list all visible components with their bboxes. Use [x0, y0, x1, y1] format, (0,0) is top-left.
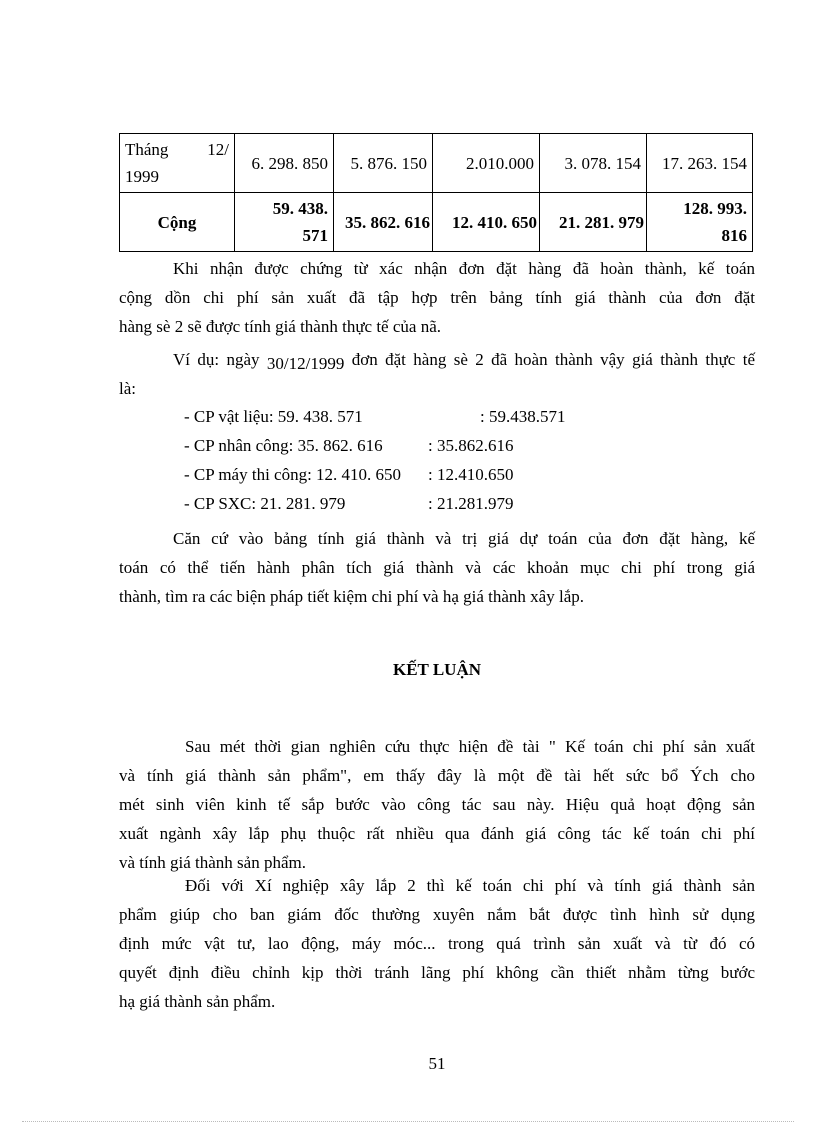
- table-cell: 128. 993. 816: [647, 193, 753, 252]
- table-cell: 6. 298. 850: [235, 134, 334, 193]
- table-cell: 21. 281. 979: [540, 193, 647, 252]
- cost-table: [119, 133, 753, 252]
- paragraph-example: Ví dụ: ngày 30/12/1999 đơn đặt hàng sè 2 đã hoàn thành vậy giá thành thực tế là:: [119, 350, 755, 398]
- cost-item: - CP máy thi công: 12. 410. 650 : 12.410.650: [184, 465, 514, 484]
- table-cell: 3. 078. 154: [540, 134, 647, 193]
- table-cell: 17. 263. 154: [647, 134, 753, 193]
- row-label-month: Tháng 12/ 1999: [120, 134, 235, 193]
- table-cell: 35. 862. 616: [334, 193, 433, 252]
- paragraph-conclusion-2: Đối với Xí nghiệp xây lắp 2 thì kế toán chi phí và tính giá thành sản phẩm giúp cho ban giám đốc thường xuyên nắm bắt được tình hình sử dụng định mức vật tư, lao động, máy móc... trong quá trình sản xuất và từ đó có quyết định điều chỉnh kịp thời tránh lãng phí không cần thiết nhằm từng bước hạ giá thành sản phẩm.: [119, 876, 755, 1011]
- table-cell: 59. 438. 571: [235, 193, 334, 252]
- table-row-total: [120, 193, 753, 252]
- cost-item: - CP SXC: 21. 281. 979 : 21.281.979: [184, 494, 514, 513]
- page-border-dots: [22, 1121, 794, 1122]
- table-cell: 5. 876. 150: [334, 134, 433, 193]
- section-heading: KẾT LUẬN: [392, 660, 481, 679]
- cost-item: - CP vật liệu: 59. 438. 571 : 59.438.571: [184, 407, 566, 426]
- table-cell: 12. 410. 650: [433, 193, 540, 252]
- paragraph-analysis: Căn cứ vào bảng tính giá thành và trị giá dự toán của đơn đặt hàng, kế toán có thể tiến hành phân tích giá thành và các khoản mục chi phí trong giá thành, tìm ra các biện pháp tiết kiệm chi phí và hạ giá thành xây lắp.: [119, 529, 755, 606]
- page-number: 51: [428, 1054, 446, 1073]
- table-cell: 2.010.000: [433, 134, 540, 193]
- cost-item: - CP nhân công: 35. 862. 616 : 35.862.616: [184, 436, 514, 455]
- table-row: [120, 134, 753, 193]
- paragraph-conclusion-1: Sau mét thời gian nghiên cứu thực hiện đề tài " Kế toán chi phí sản xuất và tính giá thành sản phẩm", em thấy đây là một đề tài hết sức bổ Ých cho mét sinh viên kinh tế sắp bước vào công tác sau này. Hiệu quả hoạt động sản xuất ngành xây lắp phụ thuộc rất nhiều qua đánh giá công tác kế toán chi phí và tính giá thành sản phẩm.: [119, 737, 755, 872]
- paragraph-completion: Khi nhận được chứng từ xác nhận đơn đặt hàng đã hoàn thành, kế toán cộng dồn chi phí sản xuất đã tập hợp trên bảng tính giá thành của đơn đặt hàng sè 2 sẽ được tính giá thành thực tế của nã.: [119, 259, 755, 336]
- row-label-total: Cộng: [120, 193, 235, 252]
